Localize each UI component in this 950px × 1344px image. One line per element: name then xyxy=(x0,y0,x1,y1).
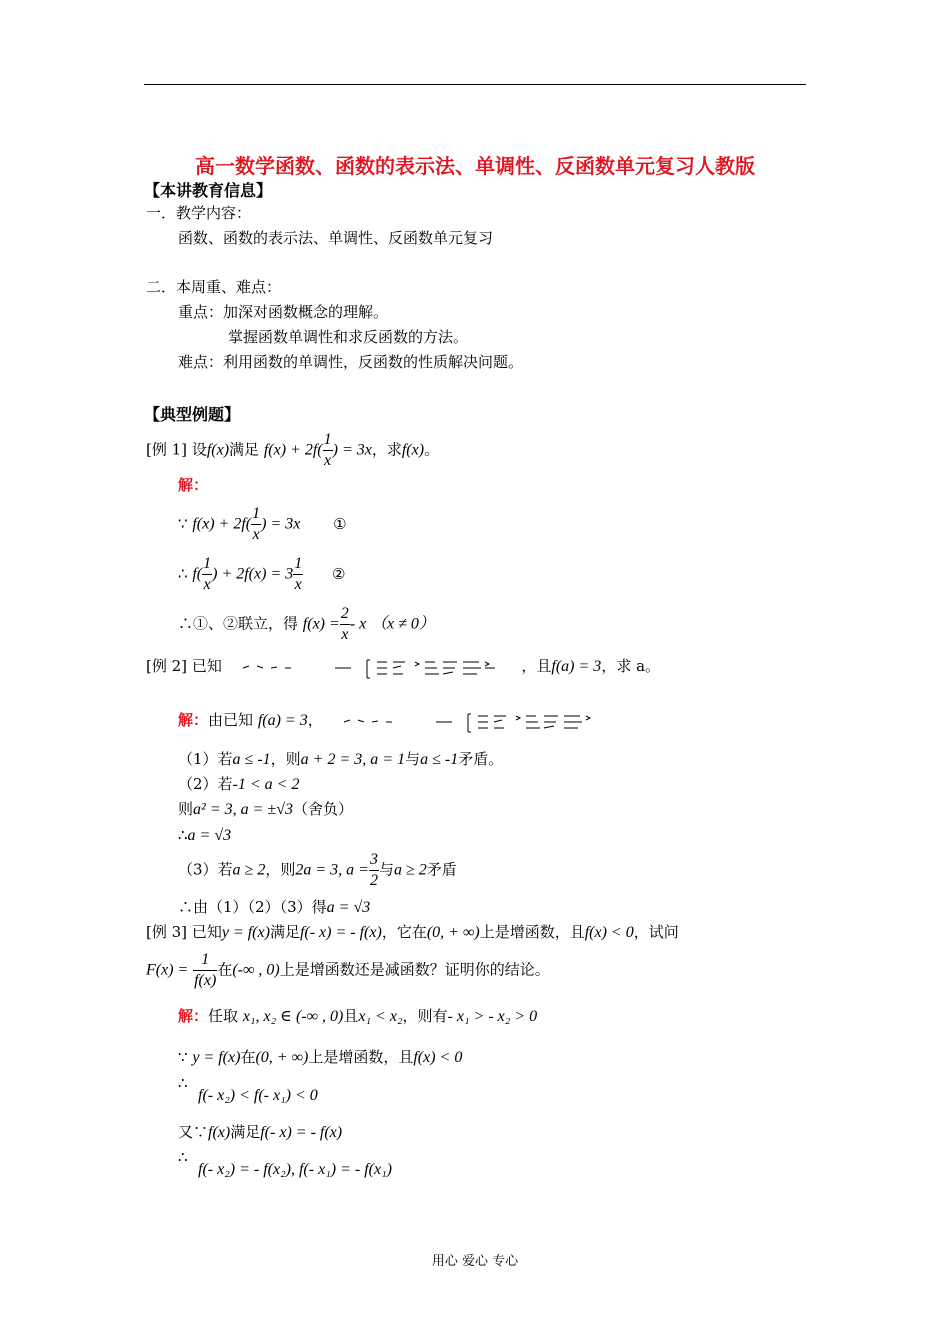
difficulty-line: 难点：利用函数的单调性，反函数的性质解决问题。 xyxy=(178,353,524,371)
example-3-therefore-1: ∴ xyxy=(178,1074,188,1092)
example-3-step-4: f(- x₂) = - f(x₂), f(- x₁) = - f(x₁) xyxy=(198,1161,392,1178)
piecewise-function-image xyxy=(227,656,412,678)
fraction-1-over-x: $\frac{1}{x}$ xyxy=(323,431,332,469)
example-2-case-2-conclusion: ∴a = √3 xyxy=(178,826,232,844)
section-heading-info: 【本讲教育信息】 xyxy=(144,181,273,200)
example-3-step-3: 又∵f(x)满足f(- x) = - f(x) xyxy=(178,1123,343,1141)
example-2-final: ∴由（1）（2）（3）得a = √3 xyxy=(178,898,371,916)
example-1-step-1: ∵ f(x) + 2f( $\frac{1}{x}$ ) = 3x ① xyxy=(178,505,347,543)
example-2-case-1: （1）若a ≤ -1，则a + 2 = 3, a = 1与a ≤ -1矛盾。 xyxy=(178,750,504,768)
header-rule xyxy=(144,84,806,85)
example-3-question-line-1: [例 3] 已知y = f(x)满足f(- x) = - f(x)，它在(0, + ∞)上是增函数，且f(x) < 0，试问 xyxy=(146,923,679,941)
item-teaching-content: 一．教学内容： xyxy=(146,204,252,222)
piecewise-function-image-2 xyxy=(328,710,513,732)
example-3-question-line-2: F(x) = $\frac{1}{f(x)}$ 在(-∞ , 0)上是增函数还是减函数？证明你的结论。 xyxy=(146,951,550,989)
teaching-content-text: 函数、函数的表示法、单调性、反函数单元复习 xyxy=(178,229,494,247)
item-key-points: 二．本周重、难点： xyxy=(146,278,282,296)
example-2-case-2: （2）若-1 < a < 2 xyxy=(178,775,300,793)
example-1-result: ∴①、②联立，得 f(x) = $\frac{2}{x}$ - x （x ≠ 0） xyxy=(178,605,435,643)
example-1-question: [例 1] 设f(x)满足 f(x) + 2f( $\frac{1}{x}$ ) = 3x，求f(x)。 xyxy=(146,431,440,469)
example-3-solution-line-1: 解：任取 x₁, x₂ ∈ (-∞ , 0)且x₁ < x₂，则有- x₁ > - x₂ > 0 xyxy=(178,1007,538,1025)
example-3-step-2: f(- x₂) < f(- x₁) < 0 xyxy=(198,1087,318,1104)
example-2-question: [例 2] 已知 ，且f(a) = 3，求 a。 xyxy=(146,652,660,681)
example-3-therefore-2: ∴ xyxy=(178,1148,188,1166)
example-2-solution-intro: 解：由已知 f(a) = 3， xyxy=(178,706,513,735)
example-2-case-3: （3）若a ≥ 2，则2a = 3, a = $\frac{3}{2}$ 与a ≥ 2矛盾 xyxy=(178,851,457,889)
example-3-step-1: ∵ y = f(x)在(0, + ∞)上是增函数，且f(x) < 0 xyxy=(178,1048,463,1066)
page-title: 高一数学函数、函数的表示法、单调性、反函数单元复习人教版 xyxy=(195,154,755,178)
key-point-line-2: 掌握函数单调性和求反函数的方法。 xyxy=(228,328,469,346)
example-2-case-2-result: 则a² = 3, a = ±√3（舍负） xyxy=(178,800,353,818)
example-1-step-2: ∴ f( $\frac{1}{x}$ ) + 2f(x) = 3 $\frac{1}{x}$ ② xyxy=(178,555,346,593)
key-point-line-1: 重点：加深对函数概念的理解。 xyxy=(178,303,389,321)
example-1-solution-label: 解： xyxy=(178,476,209,494)
section-heading-examples: 【典型例题】 xyxy=(144,405,241,424)
page-footer: 用心 爱心 专心 xyxy=(431,1254,519,1269)
